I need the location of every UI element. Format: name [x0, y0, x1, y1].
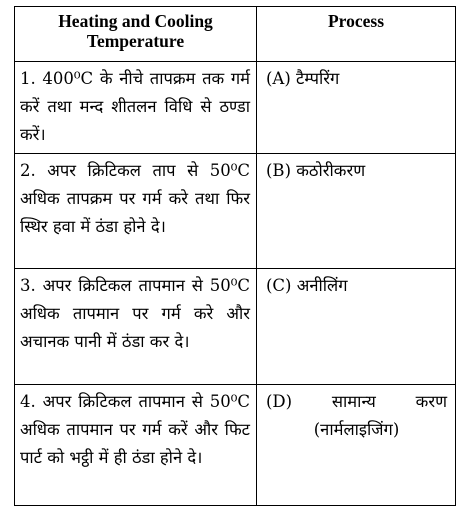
header-row — [15, 7, 456, 62]
table-row — [15, 62, 456, 154]
matching-table — [14, 6, 456, 506]
process-cell-d: (D) सामान्य करण (नार्मलाइजिंग) — [257, 385, 456, 506]
header-heating-cooling-temperature: Heating and Cooling Temperature — [15, 7, 257, 62]
condition-cell-1: 1. 400⁰C के नीचे तापक्रम तक गर्म करें तथा मन्द शीतलन विधि से ठण्डा करें। — [15, 62, 257, 154]
process-cell-c: (C) अनीलिंग — [257, 269, 456, 385]
process-cell-a: (A) टैम्परिंग — [257, 62, 456, 154]
condition-cell-4: 4. अपर क्रिटिकल तापमान से 50⁰C अधिक तापमान पर गर्म करें और फिट पार्ट को भट्ठी में ही ठंडा होने दे। — [15, 385, 257, 506]
header-process: Process — [257, 7, 456, 62]
condition-cell-3: 3. अपर क्रिटिकल तापमान से 50⁰C अधिक तापमान पर गर्म करे और अचानक पानी में ठंडा कर दे। — [15, 269, 257, 385]
process-cell-b: (B) कठोरीकरण — [257, 154, 456, 269]
condition-cell-2: 2. अपर क्रिटिकल ताप से 50⁰C अधिक तापक्रम पर गर्म करे तथा फिर स्थिर हवा में ठंडा होने दे। — [15, 154, 257, 269]
table-row — [15, 154, 456, 269]
table-row — [15, 269, 456, 385]
table-row — [15, 385, 456, 506]
